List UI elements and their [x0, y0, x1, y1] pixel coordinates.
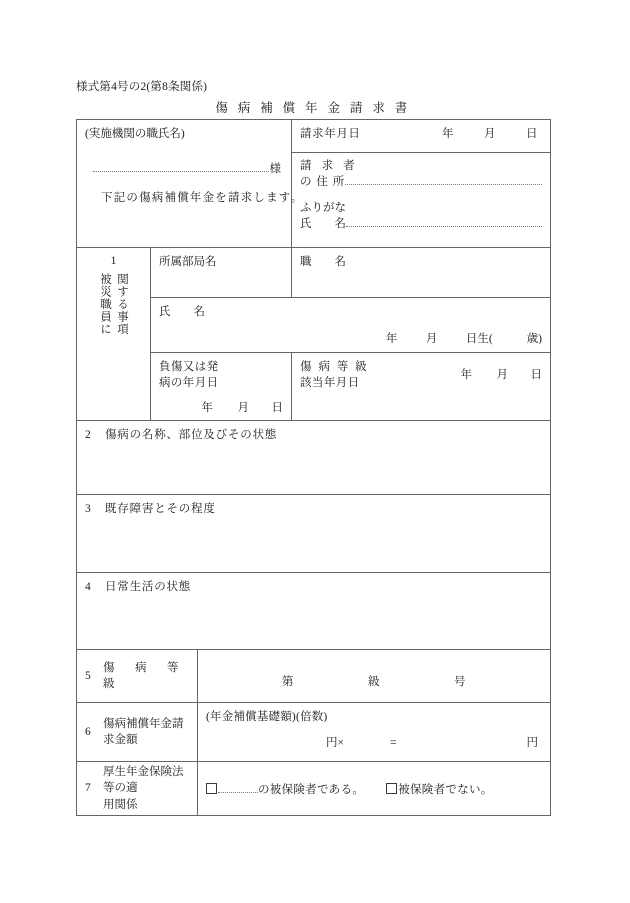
position-label: 職 名	[300, 256, 347, 268]
form-code: 様式第4号の2(第8条関係)	[76, 81, 208, 93]
section5-row	[77, 649, 551, 702]
victim-name-cell[interactable]	[151, 298, 551, 353]
section1-vertical-text-left: 被災職員に	[99, 272, 111, 335]
grade-date-cell[interactable]	[292, 353, 551, 421]
department-label: 所属部局名	[159, 256, 217, 268]
claimant-address-row[interactable]	[300, 174, 542, 190]
section4-inner	[77, 573, 550, 649]
section1-row-department	[77, 248, 551, 298]
grade-gou: 号	[454, 675, 467, 688]
section5-label-cell	[77, 649, 198, 702]
option-insured-suffix: の被保険者である。	[258, 783, 365, 796]
section5-value-inner	[198, 650, 550, 694]
amount-multiplier-label: (倍数)	[295, 710, 328, 723]
page-title: 傷 病 補 償 年 金 請 求 書	[215, 101, 411, 115]
position-cell[interactable]	[292, 248, 551, 298]
injury-date-ymd	[202, 392, 284, 416]
section2-label: 傷病の名称、部位及びその状態	[105, 428, 278, 441]
grade-date-label	[300, 359, 369, 392]
amount-head-row	[206, 709, 542, 725]
section3-cell[interactable]	[77, 494, 551, 572]
request-date-ymd	[442, 126, 542, 142]
section1-number: 1	[110, 255, 117, 267]
grade-day: 日	[530, 369, 543, 381]
request-sentence: 下記の傷病補償年金を請求します。	[101, 191, 304, 204]
section3-number: 3	[85, 502, 92, 515]
request-date-year: 年	[442, 128, 454, 140]
section7-value-cell[interactable]	[198, 761, 551, 815]
amount-yen-multiply: 円×	[326, 737, 344, 750]
birth-month: 月	[425, 332, 438, 345]
insured-options-row	[206, 768, 542, 798]
section6-row	[77, 702, 551, 761]
section6-label-cell	[77, 702, 198, 761]
grade-date-ymd	[461, 359, 543, 383]
section1-vertical-text-right: 関する事項	[116, 272, 129, 335]
injury-month: 月	[237, 401, 250, 414]
section7-label-line1: 厚生年金保険法等の適	[103, 765, 184, 795]
agency-cell	[77, 120, 304, 248]
claimant-name-row[interactable]	[300, 216, 542, 232]
department-inner	[151, 248, 291, 297]
section3-label-row	[85, 501, 542, 517]
section6-number: 6	[85, 725, 91, 738]
claimant-address-field[interactable]	[345, 174, 542, 190]
claimant-furigana-label: ふりがな	[300, 201, 347, 214]
checkbox-not-insured[interactable]	[386, 783, 397, 794]
section4-cell[interactable]	[77, 572, 551, 649]
section7-label-cell	[77, 761, 198, 815]
agency-cell-inner	[77, 120, 304, 247]
request-date-cell	[292, 120, 551, 153]
section5-label-inner	[77, 650, 197, 702]
section2-number: 2	[85, 428, 92, 441]
request-date-row[interactable]	[300, 126, 542, 142]
section5-number: 5	[85, 669, 91, 682]
birth-year: 年	[385, 332, 398, 345]
agency-label: (実施機関の職氏名)	[85, 128, 185, 140]
claimant-name-field[interactable]	[346, 216, 542, 232]
request-date-label: 請求年月日	[300, 128, 361, 140]
amount-equals: =	[390, 737, 397, 750]
birth-day-suffix: 日生(	[465, 332, 493, 345]
section3-row	[77, 494, 551, 572]
claimant-inner	[292, 153, 550, 247]
position-inner	[292, 248, 550, 274]
victim-birthdate-row[interactable]	[386, 331, 542, 347]
section2-row	[77, 420, 551, 494]
name-dotted-line	[346, 217, 542, 227]
section2-inner	[77, 421, 550, 494]
claimant-address-label: の 住 所	[300, 176, 346, 189]
injury-day: 日	[271, 401, 284, 414]
department-cell[interactable]	[151, 248, 292, 298]
section7-row	[77, 761, 551, 815]
birth-age-suffix: 歳)	[526, 332, 543, 345]
claimant-cell	[292, 153, 551, 248]
amount-calc-row[interactable]	[206, 735, 542, 751]
checkbox-insured[interactable]	[206, 783, 217, 794]
section7-label	[103, 764, 189, 813]
grade-dai: 第	[282, 675, 295, 688]
section1-vertical-label-wrap	[77, 248, 150, 335]
section3-inner	[77, 495, 550, 572]
injury-date-label-line2: 病の年月日	[159, 377, 219, 390]
agency-name-field[interactable]	[85, 161, 283, 177]
amount-yen-result: 円	[526, 737, 539, 750]
claim-form-table	[76, 119, 551, 816]
section4-label-row	[85, 579, 542, 595]
section2-cell[interactable]	[77, 420, 551, 494]
section7-value-inner	[198, 762, 550, 802]
victim-name-label: 氏 名	[159, 306, 205, 318]
section7-label-line2: 用関係	[103, 798, 138, 811]
section7-number: 7	[85, 782, 91, 795]
injury-date-inner	[151, 353, 291, 420]
victim-name-inner	[151, 298, 550, 352]
address-dotted-line	[345, 175, 542, 185]
section4-number: 4	[85, 580, 92, 593]
request-date-day: 日	[526, 128, 538, 140]
section6-label-inner	[77, 703, 197, 761]
grade-kyu: 級	[368, 675, 381, 688]
section6-label: 傷病補償年金請求金額	[103, 717, 184, 746]
agency-honorific: 様	[269, 163, 282, 176]
grade-month: 月	[496, 369, 509, 381]
request-date-inner	[292, 120, 550, 152]
option-not-insured: 被保険者でない。	[398, 783, 493, 796]
claimant-lead-label: 請 求 者	[300, 160, 359, 172]
section6-value-inner	[198, 703, 550, 756]
claimant-name-label: 氏 名	[300, 217, 347, 230]
injury-year: 年	[201, 401, 214, 414]
section4-row	[77, 572, 551, 649]
injury-date-cell[interactable]	[151, 353, 292, 421]
grade-entry-row[interactable]	[206, 656, 542, 690]
request-date-month: 月	[484, 128, 496, 140]
section2-label-row	[85, 427, 542, 443]
section7-label-inner	[77, 762, 197, 815]
header-row-request-date	[77, 120, 551, 153]
grade-date-label-line1: 傷 病 等 級	[300, 361, 369, 373]
agency-name-dotted-line	[93, 162, 269, 172]
section6-value-cell[interactable]	[198, 702, 551, 761]
injury-date-label	[159, 359, 219, 392]
amount-basis-label: (年金補償基礎額)	[206, 710, 296, 723]
claimant-furigana-label-row	[300, 200, 542, 216]
section3-label: 既存障害とその程度	[105, 502, 216, 515]
section1-vertical-columns	[77, 273, 150, 336]
section4-label: 日常生活の状態	[105, 580, 192, 593]
insurer-name-dotted-line[interactable]	[218, 783, 258, 793]
section5-label: 傷 病 等 級	[103, 661, 199, 690]
grade-date-label-line2: 該当年月日	[300, 377, 360, 390]
section1-vertical-label-cell	[77, 248, 151, 421]
section5-value-cell[interactable]	[198, 649, 551, 702]
grade-year: 年	[460, 369, 473, 381]
injury-date-label-line1: 負傷又は発	[159, 361, 219, 373]
grade-date-inner	[292, 353, 550, 396]
